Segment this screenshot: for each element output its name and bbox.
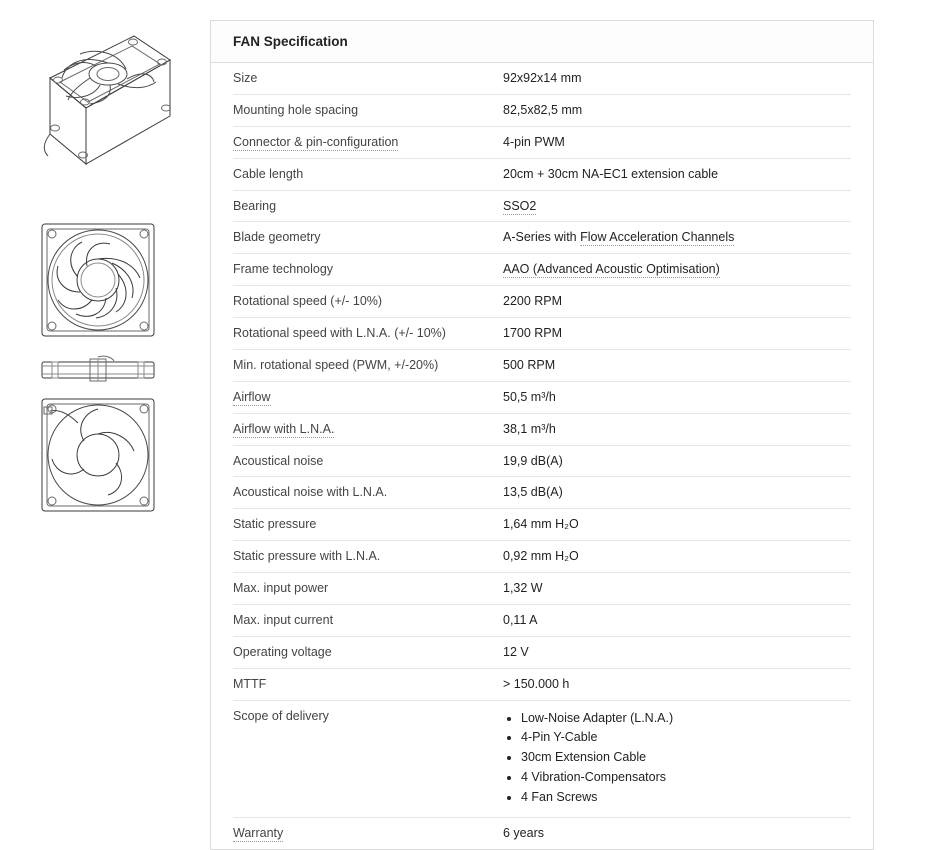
spec-label: Cable length	[233, 166, 304, 181]
table-row	[233, 222, 851, 254]
spec-label: Rotational speed with L.N.A. (+/- 10%)	[233, 326, 446, 340]
delivery-list	[503, 710, 849, 806]
table-row	[233, 349, 851, 381]
table-row	[233, 541, 851, 573]
spec-value: 0,92 mm H₂O	[503, 549, 579, 564]
table-row	[233, 158, 851, 190]
spec-value: 92x92x14 mm	[503, 71, 582, 85]
spec-label: Warranty	[233, 825, 284, 840]
table-row	[233, 445, 851, 477]
spec-label: Acoustical noise	[233, 453, 324, 468]
spec-label: Scope of delivery	[233, 708, 329, 723]
fan-front-view	[38, 220, 158, 340]
spec-value: > 150.000 h	[503, 676, 570, 691]
table-row	[233, 254, 851, 286]
spec-label: Blade geometry	[233, 230, 321, 245]
blade-geometry-prefix: A-Series with	[503, 230, 581, 245]
table-row	[233, 509, 851, 541]
spec-value: 500 RPM	[503, 357, 556, 372]
panel-body	[211, 63, 873, 849]
spec-value: 6 years	[503, 825, 544, 840]
table-row	[233, 94, 851, 126]
fan-specification-panel	[210, 20, 874, 850]
table-row	[233, 604, 851, 636]
blade-geometry-term: Flow Acceleration Channels	[580, 230, 735, 245]
spec-value	[503, 222, 851, 254]
list-item: • 4 Fan Screws	[521, 789, 849, 806]
list-item: • 4 Vibration-Compensators	[521, 769, 849, 786]
spec-value: 1,64 mm H₂O	[503, 517, 579, 532]
spec-label: Rotational speed (+/- 10%)	[233, 294, 383, 309]
spec-label: Max. input power	[233, 581, 329, 595]
spec-value: 13,5 dB(A)	[503, 485, 563, 500]
spec-value: 19,9 dB(A)	[503, 453, 563, 468]
list-item: • 4-Pin Y-Cable	[521, 729, 849, 746]
fan-side-view	[38, 355, 158, 385]
spec-label: Min. rotational speed (PWM, +/-20%)	[233, 357, 439, 372]
spec-value: 2200 RPM	[503, 294, 563, 309]
spec-value: 12 V	[503, 644, 529, 659]
table-row-warranty	[233, 817, 851, 848]
spec-label: Operating voltage	[233, 644, 332, 659]
table-row	[233, 477, 851, 509]
spec-label: Connector & pin-configuration	[233, 134, 399, 149]
table-row	[233, 63, 851, 94]
list-item: • 30cm Extension Cable	[521, 749, 849, 766]
specification-table	[233, 63, 851, 849]
spec-label: Airflow with L.N.A.	[233, 421, 335, 436]
spec-value: 0,11 A	[503, 612, 538, 627]
panel-title: FAN Specification	[211, 21, 873, 63]
table-row	[233, 636, 851, 668]
fan-isometric-view	[38, 30, 178, 200]
spec-label: Airflow	[233, 389, 271, 404]
spec-label: Size	[233, 71, 258, 85]
table-row-scope-of-delivery	[233, 700, 851, 817]
spec-label: Static pressure	[233, 517, 317, 532]
spec-value: 38,1 m³/h	[503, 421, 556, 436]
table-row	[233, 126, 851, 158]
table-row	[233, 573, 851, 605]
spec-label: Frame technology	[233, 262, 334, 277]
table-row	[233, 318, 851, 350]
spec-value	[503, 700, 851, 817]
spec-label: MTTF	[233, 676, 267, 691]
fan-back-view	[38, 395, 158, 515]
table-row	[233, 413, 851, 445]
product-figures	[0, 0, 210, 768]
spec-label: Static pressure with L.N.A.	[233, 549, 381, 564]
table-row	[233, 190, 851, 222]
spec-label: Bearing	[233, 198, 277, 213]
list-item: • Low-Noise Adapter (L.N.A.)	[521, 710, 849, 727]
table-row	[233, 286, 851, 318]
spec-label: Max. input current	[233, 612, 334, 627]
table-row	[233, 668, 851, 700]
spec-value: 20cm + 30cm NA-EC1 extension cable	[503, 166, 719, 181]
spec-label: Acoustical noise with L.N.A.	[233, 485, 388, 500]
table-row	[233, 381, 851, 413]
spec-value: 82,5x82,5 mm	[503, 102, 583, 117]
spec-value: 1,32 W	[503, 581, 543, 595]
spec-value: AAO (Advanced Acoustic Optimisation)	[503, 262, 720, 277]
spec-value: SSO2	[503, 198, 537, 213]
spec-value: 1700 RPM	[503, 326, 563, 340]
spec-value: 4-pin PWM	[503, 134, 565, 149]
spec-label: Mounting hole spacing	[233, 102, 359, 117]
spec-value: 50,5 m³/h	[503, 389, 556, 404]
